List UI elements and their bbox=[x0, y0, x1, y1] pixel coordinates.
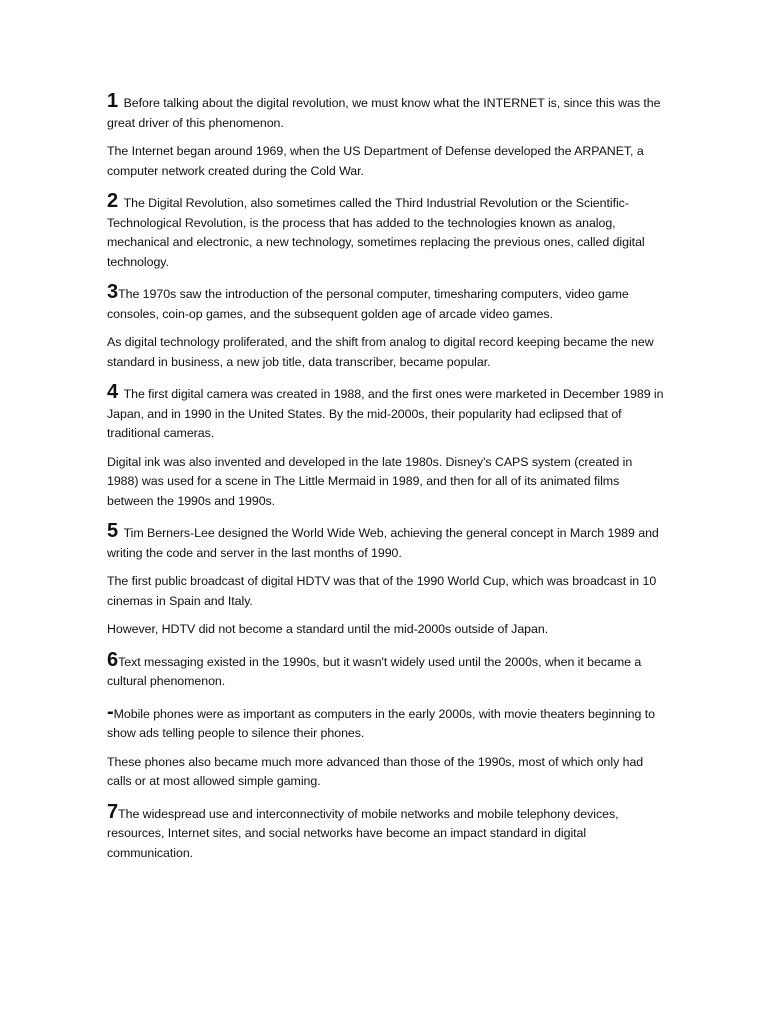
paragraph bbox=[107, 700, 667, 744]
paragraph-text: Mobile phones were as important as computers in the early 2000s, with movie theaters beginning to show ads telling people to silence their phones. bbox=[107, 706, 655, 740]
section-number: 2 bbox=[107, 190, 119, 212]
document-section bbox=[107, 381, 667, 511]
paragraph-text: The Internet began around 1969, when the US Department of Defense developed the ARPANET, a computer network created during the Cold War. bbox=[107, 144, 644, 178]
paragraph-text: Tim Berners-Lee designed the World Wide Web, achieving the general concept in March 1989 and writing the code and server in the last months of 1990. bbox=[107, 526, 659, 560]
paragraph bbox=[107, 800, 667, 864]
paragraph-text: The 1970s saw the introduction of the personal computer, timesharing computers, video game consoles, coin-op games, and the subsequent golden age of arcade video games. bbox=[107, 287, 629, 321]
section-number: - bbox=[107, 700, 114, 723]
document-page bbox=[107, 90, 667, 876]
paragraph-text: Before talking about the digital revolution, we must know what the INTERNET is, since this was the great driver of this phenomenon. bbox=[107, 96, 661, 130]
paragraph-text: The Digital Revolution, also sometimes called the Third Industrial Revolution or the Scientific-Technological Revolution, is the process that has added to the technologies known as analog, mechanical and electronic, a new technology, sometimes replacing the previous ones, called digital technology. bbox=[107, 196, 645, 269]
paragraph bbox=[107, 753, 667, 792]
paragraph bbox=[107, 381, 667, 444]
section-number: 6 bbox=[107, 648, 119, 671]
document-section bbox=[107, 648, 667, 692]
section-number: 7 bbox=[107, 800, 119, 823]
paragraph bbox=[107, 90, 667, 133]
paragraph-text: However, HDTV did not become a standard until the mid-2000s outside of Japan. bbox=[107, 622, 549, 636]
paragraph bbox=[107, 333, 667, 372]
section-number: 3 bbox=[107, 281, 119, 303]
section-number: 4 bbox=[107, 381, 119, 403]
paragraph-text: The widespread use and interconnectivity of mobile networks and mobile telephony devices, resources, Internet sites, and social networks have become an impact standard in digital communication. bbox=[107, 806, 619, 860]
paragraph bbox=[107, 572, 667, 611]
paragraph-text: The first public broadcast of digital HDTV was that of the 1990 World Cup, which was broadcast in 10 cinemas in Spain and Italy. bbox=[107, 574, 657, 608]
paragraph bbox=[107, 520, 667, 563]
paragraph-text: As digital technology proliferated, and the shift from analog to digital record keeping became the new standard in business, a new job title, data transcriber, became popular. bbox=[107, 335, 654, 369]
document-section bbox=[107, 700, 667, 792]
document-section bbox=[107, 520, 667, 640]
paragraph-text: The first digital camera was created in 1988, and the first ones were marketed in December 1989 in Japan, and in 1990 in the United States. By the mid-2000s, their popularity had eclipsed that of traditional cameras. bbox=[107, 387, 664, 440]
paragraph bbox=[107, 620, 667, 640]
document-section bbox=[107, 90, 667, 181]
document-section bbox=[107, 190, 667, 272]
paragraph bbox=[107, 648, 667, 692]
paragraph bbox=[107, 453, 667, 512]
paragraph-text: Text messaging existed in the 1990s, but it wasn't widely used until the 2000s, when it became a cultural phenomenon. bbox=[107, 654, 642, 688]
section-number: 5 bbox=[107, 520, 119, 542]
document-section bbox=[107, 800, 667, 864]
section-number: 1 bbox=[107, 90, 119, 112]
paragraph-text: Digital ink was also invented and developed in the late 1980s. Disney's CAPS system (created in 1988) was used for a scene in The Little Mermaid in 1989, and then for all of its animated films between the 1990s and 1990s. bbox=[107, 454, 633, 508]
paragraph bbox=[107, 281, 667, 324]
paragraph-text: These phones also became much more advanced than those of the 1990s, most of which only had calls or at most allowed simple gaming. bbox=[107, 754, 644, 788]
paragraph bbox=[107, 142, 667, 181]
document-section bbox=[107, 281, 667, 372]
paragraph bbox=[107, 190, 667, 272]
